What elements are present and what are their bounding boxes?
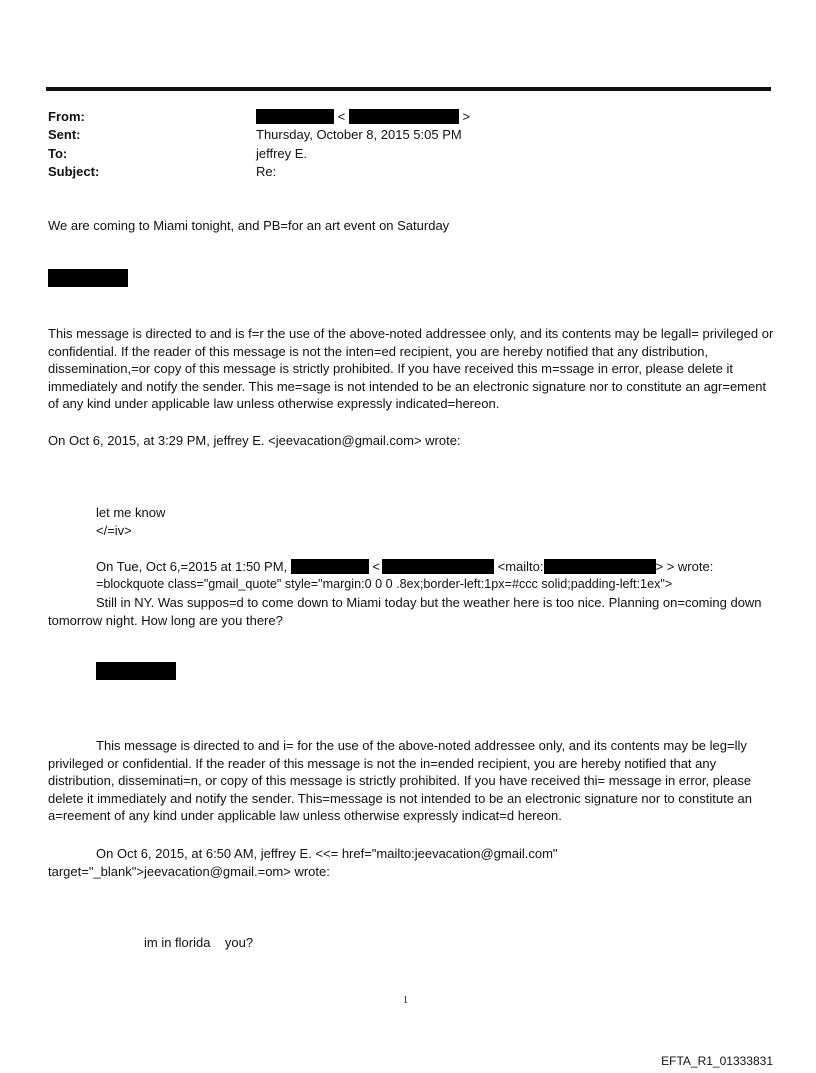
to-label: To: xyxy=(48,146,68,161)
from-gt: > xyxy=(462,109,471,124)
redaction-box xyxy=(96,662,176,680)
blockquote-line: =blockquote class="gmail_quote" style="margin:0 0 0 .8ex;border-left:1px=#ccc solid;padding-left:1ex"> xyxy=(96,577,673,591)
footer-id: EFTA_R1_01333831 xyxy=(661,1054,773,1068)
still-in-ny: Still in NY. Was suppos=d to come down to Miami today but the weather here is too nice. Planning on=coming down tomorrow night. How long are you there? xyxy=(48,595,762,628)
from-label: From: xyxy=(48,109,85,124)
header-rule xyxy=(46,87,771,91)
im-in-florida: im in florida you? xyxy=(144,935,254,950)
let-me-know: let me know xyxy=(96,505,166,520)
sent-label: Sent: xyxy=(48,127,81,142)
quote2-prefix: On Tue, Oct 6,=2015 at 1:50 PM, xyxy=(96,559,288,574)
redaction-box xyxy=(48,269,128,287)
to-value: jeffrey E. xyxy=(256,146,308,161)
quote2-mailto: <mailto: xyxy=(497,559,544,574)
redaction-box xyxy=(382,559,494,574)
quote2-suffix: > > wrote: xyxy=(655,559,714,574)
quote3-header: On Oct 6, 2015, at 6:50 AM, jeffrey E. <<= href="mailto:jeevacation@gmail.com" target="_blank">jeevacation@gmail.=om> wrote: xyxy=(48,846,558,879)
redaction-box xyxy=(291,559,369,574)
quote1-header: On Oct 6, 2015, at 3:29 PM, jeffrey E. <jeevacation@gmail.com> wrote: xyxy=(48,433,461,448)
quote2-header xyxy=(96,558,713,575)
body-line-1: We are coming to Miami tonight, and PB=for an art event on Saturday xyxy=(48,218,450,233)
disclaimer-1: This message is directed to and is f=r the use of the above-noted addressee only, and its contents may be legall= privileged or confidential. If the reader of this message is not the inten=ed recipient, you are hereby notified that any distribution, dissemination,=or copy of this message is strictly prohibited. If you have received this m=ssage in error, please delete it immediately and notify the sender. This me=sage is not intended to be an electronic signature nor to constitute an agr=ement of any kind under applicable law unless otherwise expressly indicated=hereon. xyxy=(48,326,774,411)
div-close: </=iv> xyxy=(96,523,132,538)
redaction-box xyxy=(544,559,656,574)
page-number: 1 xyxy=(403,995,408,1006)
sent-value: Thursday, October 8, 2015 5:05 PM xyxy=(256,127,462,142)
disclaimer-2: This message is directed to and i= for the use of the above-noted addressee only, and its contents may be leg=lly privileged or confidential. If the reader of this message is not the in=ended recipient, you are hereby notified that any distribution, disseminati=n, or copy of this message is strictly prohibited. If you have received thi= message in error, please delete it immediately and notify the sender. This=message is not intended to be an electronic signature nor to constitute an a=reement of any kind under applicable law unless otherwise expressly indicat=d hereon. xyxy=(48,738,752,823)
subject-value: Re: xyxy=(256,164,277,179)
subject-label: Subject: xyxy=(48,164,100,179)
redaction-box xyxy=(349,109,459,124)
quote2-lt: < xyxy=(372,559,380,574)
redaction-box xyxy=(256,109,334,124)
from-value xyxy=(256,108,470,125)
from-lt: < xyxy=(337,109,346,124)
